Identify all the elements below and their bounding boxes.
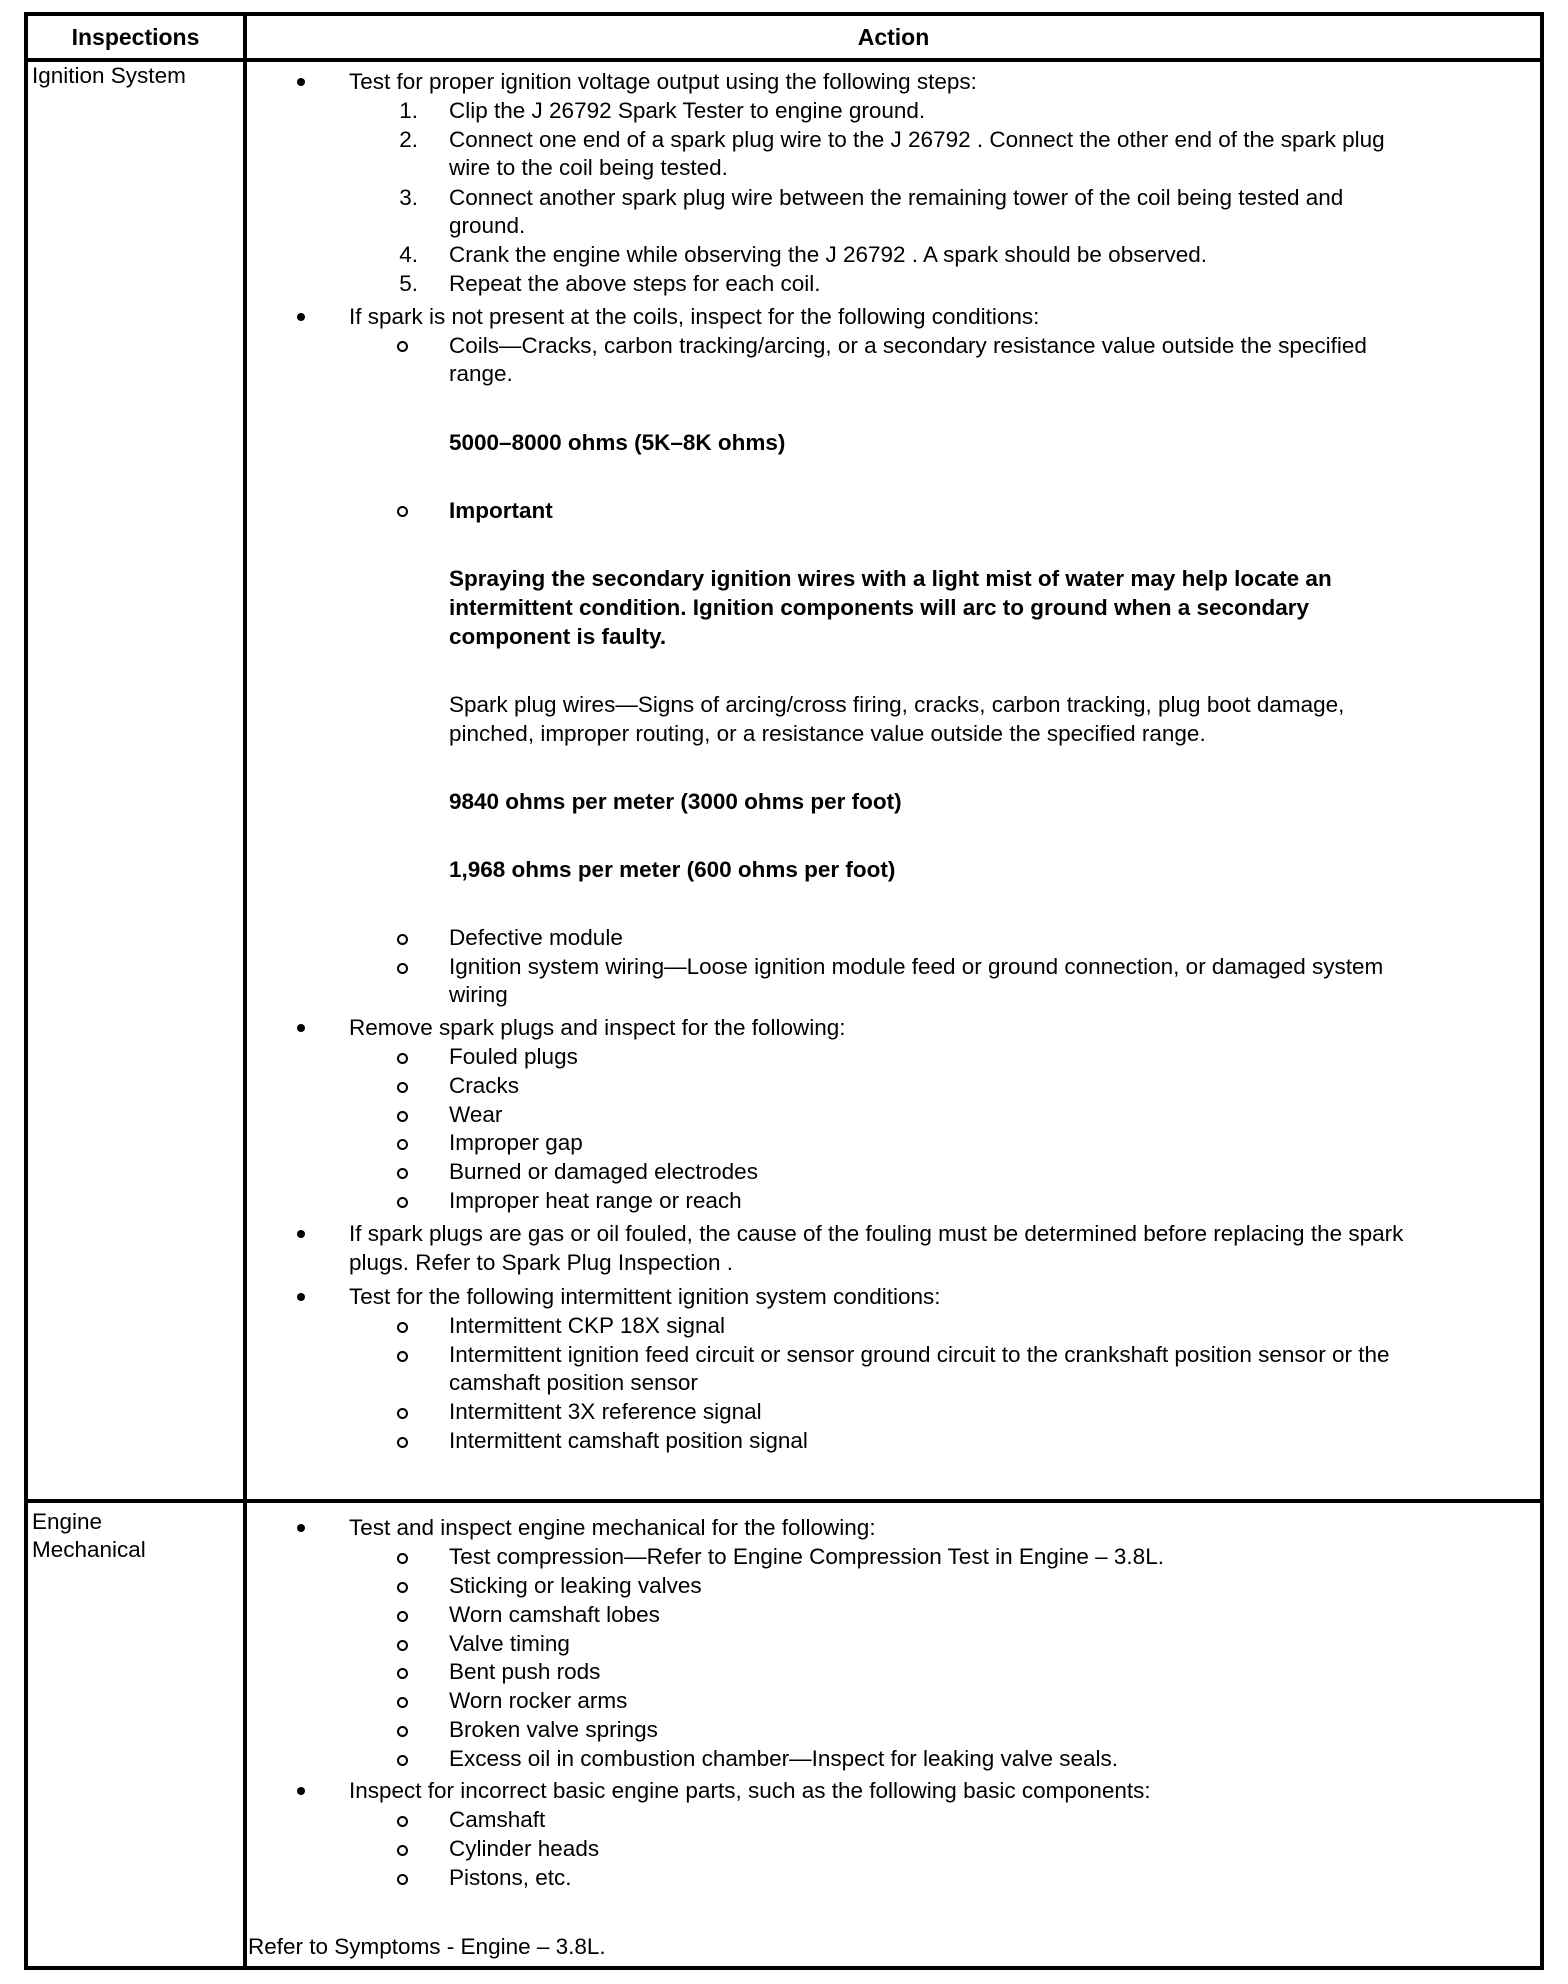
important-line-3: component is faulty.	[449, 624, 667, 649]
list-item: Intermittent CKP 18X signal	[449, 1313, 725, 1338]
list-item: Cylinder heads	[449, 1836, 600, 1861]
row-label-engine-line-1: Engine	[32, 1509, 103, 1534]
circle-bullet	[397, 1726, 408, 1737]
list-item: Test compression—Refer to Engine Compression Test in Engine – 3.8L.	[449, 1544, 1164, 1569]
circle-bullet	[397, 1697, 408, 1708]
bullet-dot	[297, 1293, 305, 1301]
wiring-line-2: wiring	[449, 982, 508, 1007]
column-divider	[243, 16, 247, 1966]
list-item: Improper heat range or reach	[449, 1188, 742, 1213]
step-1: Clip the J 26792 Spark Tester to engine ground.	[449, 98, 926, 123]
step-number: 5.	[399, 271, 418, 296]
engine-footer-note: Refer to Symptoms - Engine – 3.8L.	[248, 1934, 606, 1959]
row-label-ignition: Ignition System	[32, 63, 186, 88]
list-item: Excess oil in combustion chamber—Inspect for leaking valve seals.	[449, 1746, 1119, 1771]
list-item: Fouled plugs	[449, 1044, 578, 1069]
list-item: Intermittent ignition feed circuit or sensor ground circuit to the crankshaft position sensor or the	[449, 1342, 1390, 1367]
ignition-bullet-5: Test for the following intermittent ignition system conditions:	[349, 1284, 941, 1309]
ignition-bullet-3: Remove spark plugs and inspect for the following:	[349, 1015, 846, 1040]
circle-bullet	[397, 1640, 408, 1651]
wires-spec-1: 9840 ohms per meter (3000 ohms per foot)	[449, 789, 902, 814]
list-item: Camshaft	[449, 1807, 546, 1832]
list-item: Valve timing	[449, 1631, 570, 1656]
coils-line-1: Coils—Cracks, carbon tracking/arcing, or a secondary resistance value outside the specified	[449, 333, 1367, 358]
circle-bullet	[397, 1111, 408, 1122]
circle-bullet	[397, 1437, 408, 1448]
list-item: Intermittent camshaft position signal	[449, 1428, 808, 1453]
bullet-dot	[297, 313, 305, 321]
step-2-line-2: wire to the coil being tested.	[449, 155, 728, 180]
circle-bullet	[397, 1816, 408, 1827]
circle-bullet	[397, 1139, 408, 1150]
header-inspections: Inspections	[71, 24, 200, 50]
ignition-bullet-4-line-1: If spark plugs are gas or oil fouled, the cause of the fouling must be determined before replacing the spark	[349, 1221, 1404, 1246]
wiring-line-1: Ignition system wiring—Loose ignition module feed or ground connection, or damaged system	[449, 954, 1384, 979]
circle-bullet	[397, 1874, 408, 1885]
step-number: 3.	[399, 185, 418, 210]
step-4: Crank the engine while observing the J 26792 . A spark should be observed.	[449, 242, 1207, 267]
circle-bullet	[397, 1082, 408, 1093]
ignition-bullet-2: If spark is not present at the coils, inspect for the following conditions:	[349, 304, 1040, 329]
ignition-bullet-1: Test for proper ignition voltage output using the following steps:	[349, 69, 977, 94]
circle-bullet	[397, 341, 408, 352]
circle-bullet	[397, 1351, 408, 1362]
step-5: Repeat the above steps for each coil.	[449, 271, 821, 296]
list-item: Intermittent 3X reference signal	[449, 1399, 762, 1424]
engine-bullet-1: Test and inspect engine mechanical for the following:	[349, 1515, 876, 1540]
list-item: Worn rocker arms	[449, 1688, 628, 1713]
important-line-2: intermittent condition. Ignition components will arc to ground when a secondary	[449, 595, 1310, 620]
row-divider	[28, 1499, 1540, 1503]
important-line-1: Spraying the secondary ignition wires with a light mist of water may help locate an	[449, 566, 1332, 591]
step-number: 2.	[399, 127, 418, 152]
header-action: Action	[857, 24, 930, 50]
circle-bullet	[397, 963, 408, 974]
coils-spec: 5000–8000 ohms (5K–8K ohms)	[449, 430, 786, 455]
wires-line-1: Spark plug wires—Signs of arcing/cross firing, cracks, carbon tracking, plug boot damage,	[449, 692, 1345, 717]
wires-line-2: pinched, improper routing, or a resistance value outside the specified range.	[449, 721, 1206, 746]
list-item: Burned or damaged electrodes	[449, 1159, 758, 1184]
circle-bullet	[397, 1611, 408, 1622]
circle-bullet	[397, 1668, 408, 1679]
coils-line-2: range.	[449, 361, 513, 386]
ignition-bullet-4-line-2: plugs. Refer to Spark Plug Inspection .	[349, 1250, 733, 1275]
important-heading: Important	[449, 498, 553, 523]
circle-bullet	[397, 1845, 408, 1856]
list-item: Broken valve springs	[449, 1717, 658, 1742]
header-divider	[28, 58, 1540, 62]
circle-bullet	[397, 506, 408, 517]
list-item: Wear	[449, 1102, 503, 1127]
bullet-dot	[297, 1524, 305, 1532]
circle-bullet	[397, 1553, 408, 1564]
engine-bullet-2: Inspect for incorrect basic engine parts, such as the following basic components:	[349, 1778, 1151, 1803]
bullet-dot	[297, 1230, 305, 1238]
row-label-engine-line-2: Mechanical	[32, 1537, 146, 1562]
list-item: Pistons, etc.	[449, 1865, 572, 1890]
list-item: Worn camshaft lobes	[449, 1602, 660, 1627]
step-number: 1.	[399, 98, 418, 123]
list-item: Cracks	[449, 1073, 520, 1098]
defective-module: Defective module	[449, 925, 623, 950]
circle-bullet	[397, 1408, 408, 1419]
bullet-dot	[297, 78, 305, 86]
list-item: camshaft position sensor	[449, 1370, 698, 1395]
bullet-dot	[297, 1787, 305, 1795]
circle-bullet	[397, 1582, 408, 1593]
circle-bullet	[397, 1322, 408, 1333]
bullet-dot	[297, 1024, 305, 1032]
list-item: Sticking or leaking valves	[449, 1573, 702, 1598]
wires-spec-2: 1,968 ohms per meter (600 ohms per foot)	[449, 857, 896, 882]
list-item: Bent push rods	[449, 1659, 601, 1684]
list-item: Improper gap	[449, 1130, 583, 1155]
step-3-line-2: ground.	[449, 213, 526, 238]
step-2-line-1: Connect one end of a spark plug wire to the J 26792 . Connect the other end of the spark plug	[449, 127, 1385, 152]
circle-bullet	[397, 934, 408, 945]
circle-bullet	[397, 1053, 408, 1064]
circle-bullet	[397, 1168, 408, 1179]
circle-bullet	[397, 1197, 408, 1208]
step-number: 4.	[399, 242, 418, 267]
step-3-line-1: Connect another spark plug wire between the remaining tower of the coil being tested and	[449, 185, 1344, 210]
circle-bullet	[397, 1755, 408, 1766]
